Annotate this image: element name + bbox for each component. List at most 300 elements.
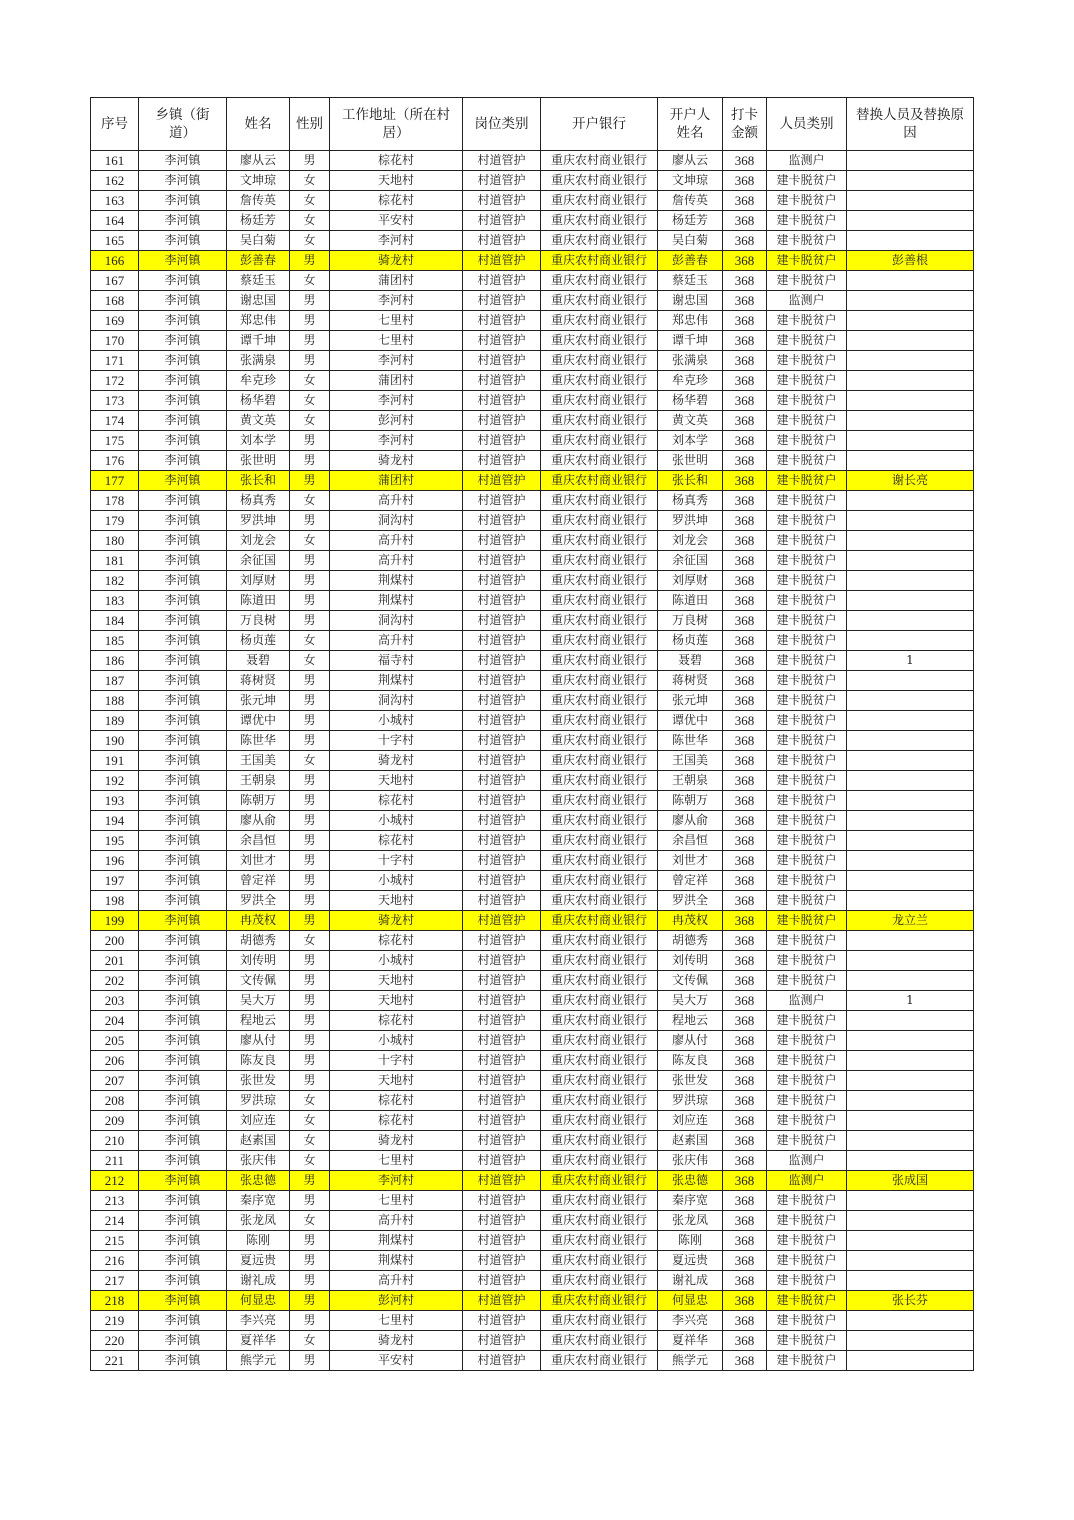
cell-amount: 368 [723,611,767,631]
cell-bank: 重庆农村商业银行 [541,831,658,851]
cell-holder: 杨廷芳 [658,211,723,231]
cell-address: 高升村 [330,531,463,551]
cell-amount: 368 [723,351,767,371]
cell-amount: 368 [723,1351,767,1371]
cell-replacement [847,531,974,551]
cell-category: 建卡脱贫户 [767,791,847,811]
cell-address: 骑龙村 [330,251,463,271]
cell-amount: 368 [723,1151,767,1171]
cell-serial-no: 203 [91,991,139,1011]
cell-post: 村道管护 [463,611,541,631]
cell-category: 建卡脱贫户 [767,831,847,851]
cell-holder: 张世明 [658,451,723,471]
cell-amount: 368 [723,711,767,731]
cell-post: 村道管护 [463,1011,541,1031]
cell-category: 建卡脱贫户 [767,731,847,751]
cell-replacement [847,771,974,791]
cell-name: 罗洪琼 [227,1091,290,1111]
cell-name: 张元坤 [227,691,290,711]
cell-holder: 蔡廷玉 [658,271,723,291]
cell-amount: 368 [723,1171,767,1191]
cell-address: 福寺村 [330,651,463,671]
cell-bank: 重庆农村商业银行 [541,1151,658,1171]
cell-post: 村道管护 [463,271,541,291]
cell-name: 谢忠国 [227,291,290,311]
cell-amount: 368 [723,1031,767,1051]
cell-replacement [847,1071,974,1091]
cell-replacement [847,291,974,311]
cell-bank: 重庆农村商业银行 [541,551,658,571]
cell-name: 蔡廷玉 [227,271,290,291]
cell-post: 村道管护 [463,251,541,271]
cell-address: 李河村 [330,1171,463,1191]
cell-bank: 重庆农村商业银行 [541,1271,658,1291]
cell-bank: 重庆农村商业银行 [541,331,658,351]
table-row [91,731,974,751]
cell-name: 程地云 [227,1011,290,1031]
cell-gender: 男 [290,251,330,271]
cell-gender: 男 [290,291,330,311]
cell-serial-no: 215 [91,1231,139,1251]
cell-post: 村道管护 [463,811,541,831]
cell-replacement [847,631,974,651]
cell-holder: 张龙凤 [658,1211,723,1231]
header-row [91,98,974,151]
cell-bank: 重庆农村商业银行 [541,171,658,191]
cell-category: 建卡脱贫户 [767,551,847,571]
cell-post: 村道管护 [463,331,541,351]
cell-town: 李河镇 [139,191,227,211]
cell-address: 蒲团村 [330,371,463,391]
cell-name: 刘本学 [227,431,290,451]
cell-replacement [847,331,974,351]
cell-post: 村道管护 [463,751,541,771]
cell-category: 建卡脱贫户 [767,1251,847,1271]
cell-amount: 368 [723,231,767,251]
cell-category: 建卡脱贫户 [767,971,847,991]
cell-address: 荆煤村 [330,1251,463,1271]
cell-bank: 重庆农村商业银行 [541,411,658,431]
cell-bank: 重庆农村商业银行 [541,771,658,791]
cell-amount: 368 [723,251,767,271]
cell-bank: 重庆农村商业银行 [541,1231,658,1251]
cell-amount: 368 [723,1211,767,1231]
cell-holder: 刘龙会 [658,531,723,551]
cell-replacement [847,1331,974,1351]
cell-gender: 男 [290,571,330,591]
cell-category: 建卡脱贫户 [767,1011,847,1031]
table-row [91,1071,974,1091]
table-row [91,431,974,451]
cell-holder: 蒋树贤 [658,671,723,691]
cell-serial-no: 221 [91,1351,139,1371]
cell-bank: 重庆农村商业银行 [541,1111,658,1131]
cell-category: 建卡脱贫户 [767,811,847,831]
cell-amount: 368 [723,331,767,351]
cell-post: 村道管护 [463,1251,541,1271]
cell-post: 村道管护 [463,151,541,171]
cell-serial-no: 194 [91,811,139,831]
cell-amount: 368 [723,1291,767,1311]
cell-serial-no: 182 [91,571,139,591]
cell-amount: 368 [723,591,767,611]
cell-amount: 368 [723,811,767,831]
cell-amount: 368 [723,1191,767,1211]
cell-holder: 王朝泉 [658,771,723,791]
cell-gender: 男 [290,851,330,871]
cell-gender: 男 [290,971,330,991]
header-amount: 打卡金额 [723,98,767,151]
cell-bank: 重庆农村商业银行 [541,1051,658,1071]
cell-holder: 刘应连 [658,1111,723,1131]
cell-town: 李河镇 [139,1191,227,1211]
cell-name: 陈道田 [227,591,290,611]
cell-gender: 女 [290,1151,330,1171]
cell-holder: 杨贞莲 [658,631,723,651]
cell-bank: 重庆农村商业银行 [541,791,658,811]
cell-bank: 重庆农村商业银行 [541,451,658,471]
cell-town: 李河镇 [139,571,227,591]
cell-category: 建卡脱贫户 [767,471,847,491]
cell-holder: 詹传英 [658,191,723,211]
cell-post: 村道管护 [463,1051,541,1071]
table-row [91,311,974,331]
cell-bank: 重庆农村商业银行 [541,891,658,911]
cell-gender: 男 [290,671,330,691]
cell-gender: 男 [290,991,330,1011]
cell-post: 村道管护 [463,1211,541,1231]
cell-bank: 重庆农村商业银行 [541,871,658,891]
cell-town: 李河镇 [139,631,227,651]
cell-gender: 男 [290,911,330,931]
cell-replacement: 1 [847,991,974,1011]
cell-post: 村道管护 [463,1171,541,1191]
cell-address: 骑龙村 [330,451,463,471]
cell-serial-no: 180 [91,531,139,551]
cell-bank: 重庆农村商业银行 [541,1291,658,1311]
cell-replacement [847,611,974,631]
cell-amount: 368 [723,951,767,971]
cell-category: 监测户 [767,1151,847,1171]
cell-name: 陈世华 [227,731,290,751]
cell-serial-no: 208 [91,1091,139,1111]
cell-town: 李河镇 [139,851,227,871]
cell-name: 熊学元 [227,1351,290,1371]
cell-bank: 重庆农村商业银行 [541,851,658,871]
cell-name: 张忠德 [227,1171,290,1191]
cell-gender: 女 [290,1331,330,1351]
cell-serial-no: 209 [91,1111,139,1131]
table-row [91,811,974,831]
cell-name: 文坤琼 [227,171,290,191]
cell-category: 监测户 [767,991,847,1011]
cell-holder: 刘本学 [658,431,723,451]
table-row [91,1351,974,1371]
cell-serial-no: 181 [91,551,139,571]
cell-address: 高升村 [330,551,463,571]
cell-amount: 368 [723,1251,767,1271]
cell-amount: 368 [723,151,767,171]
cell-bank: 重庆农村商业银行 [541,971,658,991]
cell-bank: 重庆农村商业银行 [541,1351,658,1371]
cell-serial-no: 205 [91,1031,139,1051]
cell-bank: 重庆农村商业银行 [541,391,658,411]
cell-town: 李河镇 [139,1131,227,1151]
cell-replacement [847,451,974,471]
cell-category: 建卡脱贫户 [767,251,847,271]
cell-holder: 曾定祥 [658,871,723,891]
cell-category: 监测户 [767,151,847,171]
cell-category: 建卡脱贫户 [767,351,847,371]
cell-town: 李河镇 [139,691,227,711]
cell-town: 李河镇 [139,1271,227,1291]
cell-serial-no: 191 [91,751,139,771]
cell-amount: 368 [723,531,767,551]
cell-holder: 刘传明 [658,951,723,971]
cell-amount: 368 [723,1231,767,1251]
cell-serial-no: 211 [91,1151,139,1171]
cell-replacement [847,551,974,571]
cell-gender: 男 [290,791,330,811]
cell-holder: 罗洪全 [658,891,723,911]
cell-amount: 368 [723,1111,767,1131]
cell-category: 建卡脱贫户 [767,391,847,411]
cell-gender: 男 [290,1011,330,1031]
cell-amount: 368 [723,771,767,791]
header-bank: 开户银行 [541,98,658,151]
header-post: 岗位类别 [463,98,541,151]
cell-holder: 文传佩 [658,971,723,991]
cell-amount: 368 [723,491,767,511]
cell-address: 棕花村 [330,1111,463,1131]
table-row [91,1291,974,1311]
cell-gender: 男 [290,1271,330,1291]
cell-replacement: 龙立兰 [847,911,974,931]
cell-post: 村道管护 [463,1291,541,1311]
table-row [91,1191,974,1211]
cell-bank: 重庆农村商业银行 [541,991,658,1011]
cell-town: 李河镇 [139,771,227,791]
cell-gender: 女 [290,411,330,431]
cell-address: 棕花村 [330,791,463,811]
cell-replacement [847,271,974,291]
cell-holder: 文坤琼 [658,171,723,191]
cell-post: 村道管护 [463,911,541,931]
cell-bank: 重庆农村商业银行 [541,1331,658,1351]
cell-name: 刘传明 [227,951,290,971]
cell-holder: 秦序宽 [658,1191,723,1211]
table-row [91,711,974,731]
cell-category: 建卡脱贫户 [767,711,847,731]
cell-replacement [847,1211,974,1231]
table-row [91,591,974,611]
cell-bank: 重庆农村商业银行 [541,211,658,231]
cell-serial-no: 207 [91,1071,139,1091]
table-row [91,631,974,651]
cell-bank: 重庆农村商业银行 [541,1191,658,1211]
cell-bank: 重庆农村商业银行 [541,731,658,751]
cell-town: 李河镇 [139,491,227,511]
cell-address: 荆煤村 [330,571,463,591]
cell-replacement [847,1011,974,1031]
cell-post: 村道管护 [463,671,541,691]
cell-category: 建卡脱贫户 [767,611,847,631]
cell-holder: 张庆伟 [658,1151,723,1171]
table-row [91,1331,974,1351]
cell-category: 建卡脱贫户 [767,571,847,591]
cell-holder: 余昌恒 [658,831,723,851]
cell-replacement [847,711,974,731]
cell-town: 李河镇 [139,1071,227,1091]
cell-category: 建卡脱贫户 [767,1091,847,1111]
cell-category: 建卡脱贫户 [767,411,847,431]
cell-bank: 重庆农村商业银行 [541,231,658,251]
cell-amount: 368 [723,731,767,751]
table-row [91,511,974,531]
roster-table [90,97,974,1371]
cell-replacement [847,411,974,431]
cell-town: 李河镇 [139,711,227,731]
cell-category: 建卡脱贫户 [767,1351,847,1371]
cell-town: 李河镇 [139,611,227,631]
cell-post: 村道管护 [463,591,541,611]
cell-serial-no: 196 [91,851,139,871]
cell-serial-no: 172 [91,371,139,391]
cell-category: 建卡脱贫户 [767,171,847,191]
cell-name: 廖从俞 [227,811,290,831]
cell-town: 李河镇 [139,451,227,471]
cell-town: 李河镇 [139,671,227,691]
table-body [91,151,974,1371]
cell-gender: 男 [290,1311,330,1331]
header-name: 姓名 [227,98,290,151]
cell-bank: 重庆农村商业银行 [541,591,658,611]
cell-amount: 368 [723,411,767,431]
cell-category: 建卡脱贫户 [767,871,847,891]
cell-post: 村道管护 [463,851,541,871]
cell-amount: 368 [723,871,767,891]
cell-serial-no: 178 [91,491,139,511]
cell-amount: 368 [723,891,767,911]
cell-serial-no: 217 [91,1271,139,1291]
cell-name: 胡德秀 [227,931,290,951]
cell-bank: 重庆农村商业银行 [541,1091,658,1111]
cell-bank: 重庆农村商业银行 [541,251,658,271]
cell-replacement [847,1151,974,1171]
cell-category: 建卡脱贫户 [767,491,847,511]
cell-address: 李河村 [330,231,463,251]
cell-amount: 368 [723,291,767,311]
cell-bank: 重庆农村商业银行 [541,431,658,451]
cell-category: 建卡脱贫户 [767,451,847,471]
table-row [91,191,974,211]
table-row [91,951,974,971]
cell-post: 村道管护 [463,1271,541,1291]
cell-amount: 368 [723,431,767,451]
cell-bank: 重庆农村商业银行 [541,311,658,331]
cell-serial-no: 218 [91,1291,139,1311]
cell-serial-no: 210 [91,1131,139,1151]
cell-replacement [847,951,974,971]
cell-holder: 谢礼成 [658,1271,723,1291]
cell-town: 李河镇 [139,271,227,291]
cell-name: 张世发 [227,1071,290,1091]
cell-post: 村道管护 [463,371,541,391]
table-row [91,531,974,551]
cell-town: 李河镇 [139,911,227,931]
cell-name: 陈朝万 [227,791,290,811]
cell-town: 李河镇 [139,151,227,171]
cell-town: 李河镇 [139,1211,227,1231]
cell-amount: 368 [723,1331,767,1351]
header-address: 工作地址（所在村居） [330,98,463,151]
cell-gender: 男 [290,591,330,611]
cell-replacement: 谢长亮 [847,471,974,491]
cell-post: 村道管护 [463,931,541,951]
cell-name: 余昌恒 [227,831,290,851]
cell-address: 小城村 [330,711,463,731]
cell-post: 村道管护 [463,1091,541,1111]
table-row [91,1271,974,1291]
cell-post: 村道管护 [463,431,541,451]
cell-replacement [847,971,974,991]
cell-replacement [847,851,974,871]
table-row [91,1151,974,1171]
cell-amount: 368 [723,691,767,711]
cell-name: 杨廷芳 [227,211,290,231]
cell-gender: 女 [290,491,330,511]
cell-post: 村道管护 [463,791,541,811]
cell-serial-no: 167 [91,271,139,291]
cell-name: 牟克珍 [227,371,290,391]
cell-post: 村道管护 [463,391,541,411]
cell-name: 罗洪坤 [227,511,290,531]
cell-address: 十字村 [330,851,463,871]
cell-amount: 368 [723,191,767,211]
cell-bank: 重庆农村商业银行 [541,1311,658,1331]
table-row [91,171,974,191]
cell-amount: 368 [723,371,767,391]
cell-replacement [847,1131,974,1151]
cell-post: 村道管护 [463,231,541,251]
table-row [91,651,974,671]
cell-gender: 男 [290,871,330,891]
cell-amount: 368 [723,471,767,491]
cell-serial-no: 173 [91,391,139,411]
cell-category: 监测户 [767,291,847,311]
cell-serial-no: 198 [91,891,139,911]
cell-serial-no: 189 [91,711,139,731]
cell-category: 建卡脱贫户 [767,651,847,671]
cell-holder: 张满泉 [658,351,723,371]
cell-address: 棕花村 [330,191,463,211]
cell-post: 村道管护 [463,191,541,211]
cell-category: 建卡脱贫户 [767,591,847,611]
cell-name: 刘世才 [227,851,290,871]
cell-address: 骑龙村 [330,1131,463,1151]
cell-post: 村道管护 [463,1351,541,1371]
cell-serial-no: 188 [91,691,139,711]
cell-gender: 女 [290,1211,330,1231]
cell-address: 七里村 [330,1151,463,1171]
cell-gender: 男 [290,1171,330,1191]
cell-gender: 女 [290,371,330,391]
cell-name: 张庆伟 [227,1151,290,1171]
cell-address: 李河村 [330,391,463,411]
cell-replacement [847,931,974,951]
cell-replacement [847,1271,974,1291]
table-row [91,891,974,911]
